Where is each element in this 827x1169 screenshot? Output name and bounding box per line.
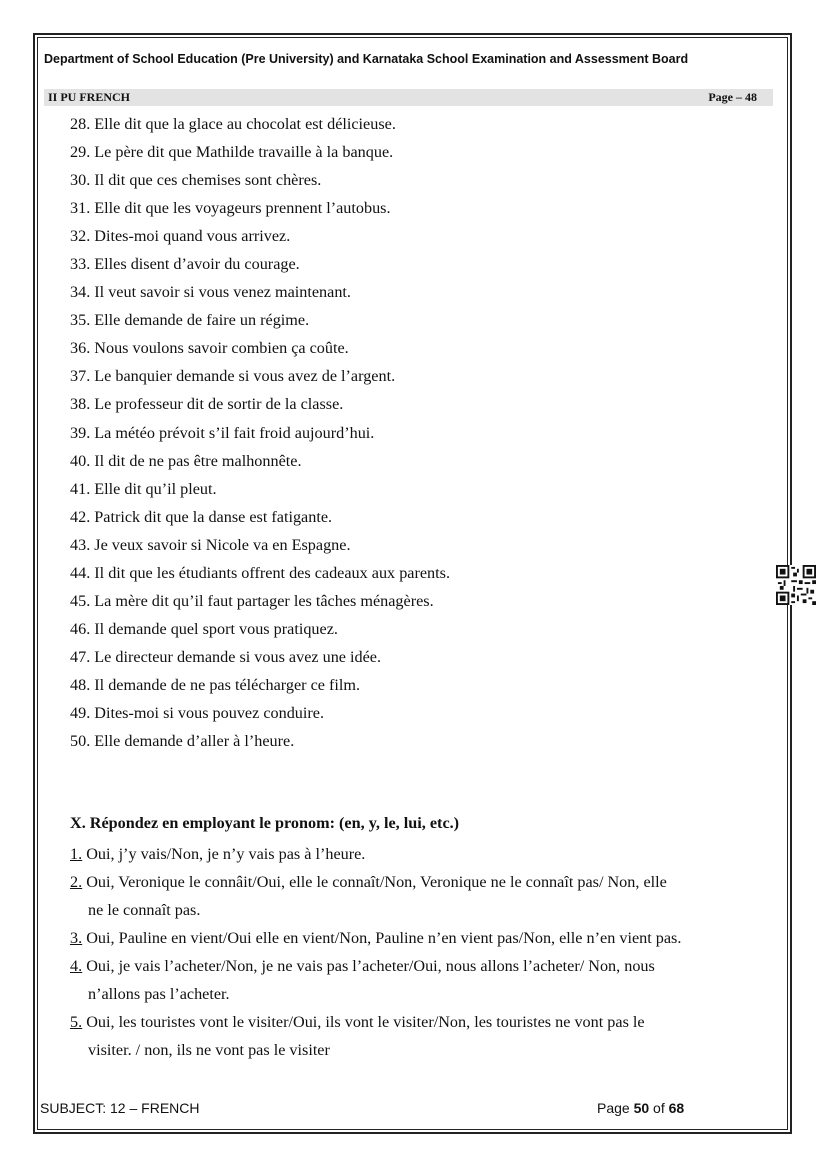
- sentence-item: [70, 365, 450, 393]
- sentence-item: [70, 393, 450, 421]
- sentence-text: Elles disent d’avoir du courage.: [94, 255, 300, 274]
- footer-page-prefix: Page: [597, 1100, 634, 1116]
- footer-page-current: 50: [633, 1100, 650, 1116]
- sentence-text: Elle dit que la glace au chocolat est délicieuse.: [94, 115, 396, 133]
- answer-number: 3.: [70, 929, 83, 947]
- answer-number: 5.: [70, 1013, 83, 1031]
- sentence-text: La mère dit qu’il faut partager les tâches ménagères.: [94, 591, 434, 610]
- sentence-number: 36.: [70, 339, 91, 358]
- sentence-number: 50.: [70, 732, 91, 751]
- sentence-number: 37.: [70, 367, 91, 386]
- sentence-text: Le professeur dit de sortir de la classe.: [94, 395, 344, 414]
- footer-page-of: of: [649, 1100, 669, 1116]
- footer-subject: SUBJECT: 12 – FRENCH: [40, 1100, 200, 1116]
- subject-label: II PU FRENCH: [48, 90, 131, 104]
- answer-item: [70, 1008, 760, 1064]
- sentence-number: 28.: [70, 115, 91, 133]
- sentence-item: [70, 225, 450, 253]
- sentence-item: [70, 197, 450, 225]
- sentence-number: 29.: [70, 143, 91, 162]
- sentence-number: 49.: [70, 703, 91, 722]
- sentence-text: Nous voulons savoir combien ça coûte.: [94, 339, 349, 358]
- sentence-number: 41.: [70, 479, 91, 498]
- sentence-item: [70, 618, 450, 646]
- sentence-item: [70, 169, 450, 197]
- answer-text-continued: visiter. / non, ils ne vont pas le visiter: [88, 1041, 330, 1059]
- answer-item: [70, 840, 760, 868]
- answer-list: [70, 840, 760, 1064]
- sentence-number: 42.: [70, 507, 91, 526]
- answer-item: [70, 924, 760, 952]
- sentence-text: Il demande quel sport vous pratiquez.: [94, 619, 338, 638]
- answer-text: Oui, Veronique le connâit/Oui, elle le connaît/Non, Veronique ne le connaît pas/ Non, elle: [86, 873, 667, 891]
- sentence-item: [70, 422, 450, 450]
- sentence-text: Dites-moi si vous pouvez conduire.: [94, 703, 325, 722]
- sentence-text: Il veut savoir si vous venez maintenant.: [94, 283, 351, 302]
- subject-header-bar: [44, 89, 773, 106]
- sentence-item: [70, 281, 450, 309]
- sentence-text: Patrick dit que la danse est fatigante.: [94, 507, 333, 526]
- page-label: Page – 48: [708, 90, 757, 104]
- sentence-text: Le banquier demande si vous avez de l’argent.: [94, 367, 396, 386]
- sentence-number: 30.: [70, 171, 91, 190]
- sentence-number: 40.: [70, 451, 91, 470]
- sentence-item: [70, 590, 450, 618]
- answer-text: Oui, Pauline en vient/Oui elle en vient/Non, Pauline n’en vient pas/Non, elle n’en vient pas.: [86, 929, 682, 947]
- sentence-number: 44.: [70, 563, 91, 582]
- sentence-item: [70, 309, 450, 337]
- sentence-text: Elle demande de faire un régime.: [94, 311, 310, 330]
- sentence-number: 48.: [70, 675, 91, 694]
- sentence-number: 38.: [70, 395, 91, 414]
- sentence-item: [70, 450, 450, 478]
- sentence-item: [70, 337, 450, 365]
- sentence-item: [70, 478, 450, 506]
- sentence-item: [70, 562, 450, 590]
- sentence-item: [70, 506, 450, 534]
- answer-item: [70, 868, 760, 924]
- answer-text: Oui, je vais l’acheter/Non, je ne vais pas l’acheter/Oui, nous allons l’acheter/ Non, nous: [86, 957, 655, 975]
- footer-page-number: [597, 1100, 684, 1116]
- sentence-number: 32.: [70, 227, 91, 246]
- sentence-text: Le père dit que Mathilde travaille à la banque.: [94, 143, 394, 162]
- section-title: X. Répondez en employant le pronom: (en, y, le, lui, etc.): [70, 814, 460, 832]
- sentence-number: 39.: [70, 423, 91, 442]
- sentence-text: Elle demande d’aller à l’heure.: [94, 732, 295, 751]
- sentence-list: [70, 113, 450, 758]
- sentence-number: 34.: [70, 283, 91, 302]
- sentence-number: 31.: [70, 199, 91, 218]
- sentence-item: [70, 113, 450, 141]
- sentence-item: [70, 141, 450, 169]
- sentence-text: Il dit de ne pas être malhonnête.: [94, 451, 302, 470]
- sentence-number: 45.: [70, 591, 91, 610]
- qr-code-icon: [775, 565, 817, 605]
- sentence-number: 33.: [70, 255, 91, 274]
- answer-item: [70, 952, 760, 1008]
- answer-number: 1.: [70, 845, 83, 863]
- sentence-text: Je veux savoir si Nicole va en Espagne.: [94, 535, 351, 554]
- footer-page-total: 68: [668, 1100, 685, 1116]
- sentence-text: Elle dit qu’il pleut.: [94, 479, 217, 498]
- sentence-text: Le directeur demande si vous avez une idée.: [94, 647, 382, 666]
- sentence-number: 46.: [70, 619, 91, 638]
- sentence-text: La météo prévoit s’il fait froid aujourd’hui.: [94, 423, 375, 442]
- answer-text: Oui, j’y vais/Non, je n’y vais pas à l’heure.: [86, 845, 366, 863]
- sentence-item: [70, 674, 450, 702]
- sentence-text: Il dit que ces chemises sont chères.: [94, 171, 322, 190]
- sentence-text: Dites-moi quand vous arrivez.: [94, 227, 291, 246]
- sentence-number: 43.: [70, 535, 91, 554]
- answer-text-continued: ne le connaît pas.: [88, 901, 201, 919]
- sentence-number: 35.: [70, 311, 91, 330]
- sentence-text: Elle dit que les voyageurs prennent l’autobus.: [94, 199, 391, 218]
- sentence-item: [70, 702, 450, 730]
- sentence-item: [70, 534, 450, 562]
- answer-number: 4.: [70, 957, 83, 975]
- sentence-text: Il dit que les étudiants offrent des cadeaux aux parents.: [94, 563, 450, 582]
- answer-number: 2.: [70, 873, 83, 891]
- department-header: Department of School Education (Pre University) and Karnataka School Examination and Assessment Board: [44, 52, 689, 66]
- answer-text: Oui, les touristes vont le visiter/Oui, ils vont le visiter/Non, les touristes ne vont pas le: [86, 1013, 645, 1031]
- sentence-item: [70, 646, 450, 674]
- sentence-item: [70, 730, 450, 758]
- sentence-number: 47.: [70, 647, 91, 666]
- sentence-text: Il demande de ne pas télécharger ce film.: [94, 675, 361, 694]
- answer-text-continued: n’allons pas l’acheter.: [88, 985, 230, 1003]
- sentence-item: [70, 253, 450, 281]
